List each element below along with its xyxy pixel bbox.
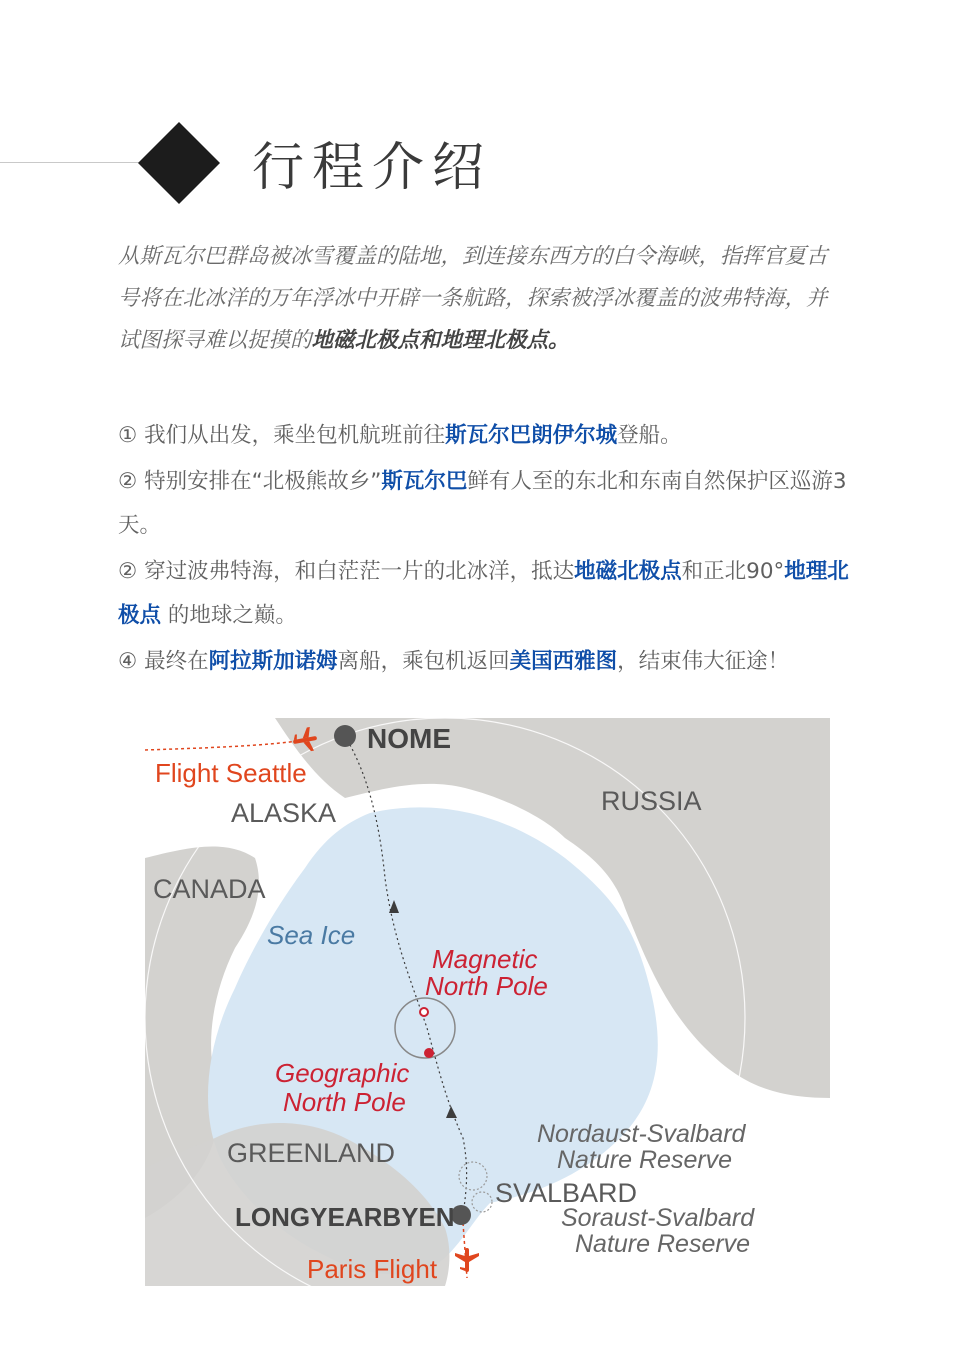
item-text: ，结束伟大征途！ — [617, 649, 790, 674]
intro-emphasis: 地磁北极点和地理北极点。 — [311, 328, 570, 353]
magnetic-pole-marker — [420, 1008, 428, 1016]
svalbard-label: SVALBARD — [495, 1178, 638, 1208]
geographic-label-line1: Geographic — [275, 1058, 410, 1088]
diamond-icon — [138, 122, 220, 204]
itinerary-list — [118, 414, 858, 686]
paris-flight-label: Paris Flight — [307, 1254, 438, 1284]
greenland-label: GREENLAND — [227, 1138, 396, 1168]
longyearbyen-label: LONGYEARBYEN — [235, 1202, 455, 1232]
nome-label: NOME — [367, 723, 451, 754]
item-text: ② 穿过波弗特海，和白茫茫一片的北冰洋，抵达 — [118, 559, 575, 584]
item-text: 的地球之巅。 — [161, 603, 297, 628]
item-highlight: 斯瓦尔巴 — [381, 469, 468, 494]
itinerary-item-2 — [118, 460, 858, 548]
item-text: ① 我们从出发，乘坐包机航班前往 — [118, 423, 446, 448]
soraust-label-line2: Nature Reserve — [575, 1230, 751, 1258]
item-text: 离船，乘包机返回 — [337, 649, 510, 674]
item-text: 登船。 — [617, 423, 682, 448]
intro-text: 从斯瓦尔巴群岛被冰雪覆盖的陆地，到连接东西方的白令海峡，指挥官夏古号将在北冰洋的万年浮冰中开辟一条航路，探索被浮冰覆盖的波弗特海，并试图探寻难以捉摸的 — [118, 244, 828, 353]
item-highlight: 美国西雅图 — [509, 649, 618, 674]
sea-ice-label: Sea Ice — [267, 920, 356, 950]
item-highlight: 阿拉斯加诺姆 — [208, 649, 338, 674]
item-text: 鲜有人至的东北和东南自然保护区巡游3天。 — [118, 469, 847, 538]
russia-label: RUSSIA — [601, 786, 702, 816]
itinerary-item-1 — [118, 414, 858, 458]
route-map — [145, 718, 830, 1286]
item-text: 和正北90° — [681, 559, 785, 584]
itinerary-item-3 — [118, 550, 858, 638]
item-text: ④ 最终在 — [118, 649, 209, 674]
intro-paragraph — [118, 236, 848, 362]
alaska-label: ALASKA — [231, 798, 337, 828]
item-text: ② 特别安排在“北极熊故乡” — [118, 469, 382, 494]
geographic-label-line2: North Pole — [283, 1087, 406, 1117]
nordaust-label-line1: Nordaust-Svalbard — [537, 1120, 746, 1148]
soraust-label-line1: Soraust-Svalbard — [561, 1204, 755, 1232]
nome-dot — [334, 725, 356, 747]
itinerary-item-4 — [118, 640, 858, 684]
page-title: 行程介绍 — [252, 138, 493, 198]
item-highlight: 斯瓦尔巴朗伊尔城 — [445, 423, 618, 448]
flight-seattle-label: Flight Seattle — [155, 758, 307, 788]
magnetic-label-line1: Magnetic — [432, 944, 538, 974]
item-highlight: 地磁北极点 — [574, 559, 682, 584]
canada-label: CANADA — [153, 874, 266, 904]
item-highlight: 地理北极点 — [118, 559, 849, 628]
nordaust-label-line2: Nature Reserve — [557, 1146, 733, 1174]
magnetic-label-line2: North Pole — [425, 971, 548, 1001]
geographic-pole-marker — [424, 1048, 434, 1058]
